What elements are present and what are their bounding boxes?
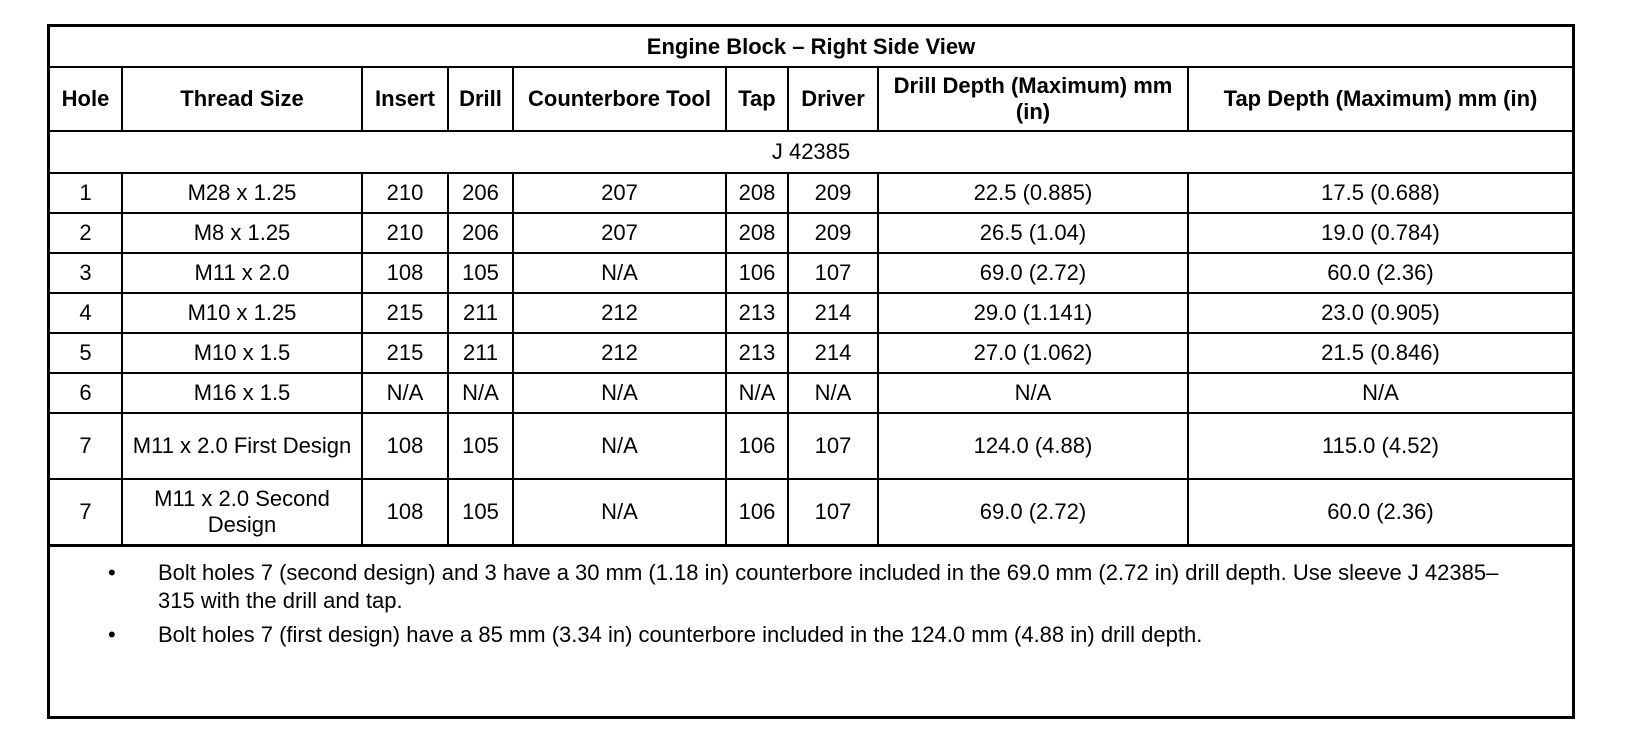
bullet-icon: •: [108, 622, 116, 647]
cell-hole: 6: [50, 373, 122, 413]
cell-driver: 107: [788, 413, 878, 479]
note-text: Bolt holes 7 (second design) and 3 have a 30 mm (1.18 in) counterbore included in the 69.0 mm (2.72 in) drill depth. Use sleeve J 42385–315 with the drill and tap.: [158, 560, 1499, 613]
cell-thread-size: M10 x 1.25: [122, 293, 362, 333]
cell-hole: 4: [50, 293, 122, 333]
table-row: [50, 213, 1572, 253]
cell-drill-depth: 22.5 (0.885): [878, 173, 1188, 213]
notes-list: [50, 547, 1572, 649]
cell-hole: 2: [50, 213, 122, 253]
header-drill: Drill: [448, 67, 513, 131]
title-row: [50, 27, 1572, 67]
cell-counterbore-tool: 212: [513, 293, 726, 333]
cell-counterbore-tool: 207: [513, 173, 726, 213]
note-item: [50, 559, 1572, 615]
cell-insert: N/A: [362, 373, 448, 413]
cell-drill: N/A: [448, 373, 513, 413]
cell-drill-depth: 124.0 (4.88): [878, 413, 1188, 479]
cell-thread-size: M11 x 2.0 First Design: [122, 413, 362, 479]
cell-thread-size: M10 x 1.5: [122, 333, 362, 373]
cell-hole: 3: [50, 253, 122, 293]
cell-tap: 106: [726, 479, 788, 546]
group-row: [50, 131, 1572, 173]
cell-driver: N/A: [788, 373, 878, 413]
header-tap: Tap: [726, 67, 788, 131]
header-driver: Driver: [788, 67, 878, 131]
cell-tap: 106: [726, 413, 788, 479]
cell-drill: 206: [448, 213, 513, 253]
header-insert: Insert: [362, 67, 448, 131]
bullet-icon: •: [108, 560, 116, 585]
cell-tap-depth: 23.0 (0.905): [1188, 293, 1572, 333]
note-item: [50, 621, 1572, 649]
cell-drill: 206: [448, 173, 513, 213]
tool-kit-label: J 42385: [50, 131, 1572, 173]
cell-tap-depth: 21.5 (0.846): [1188, 333, 1572, 373]
cell-insert: 215: [362, 293, 448, 333]
cell-drill: 211: [448, 293, 513, 333]
cell-insert: 108: [362, 479, 448, 546]
spec-table: [50, 27, 1572, 547]
cell-drill: 211: [448, 333, 513, 373]
cell-driver: 107: [788, 253, 878, 293]
cell-drill: 105: [448, 479, 513, 546]
header-counterbore-tool: Counterbore Tool: [513, 67, 726, 131]
cell-drill-depth: 69.0 (2.72): [878, 253, 1188, 293]
cell-hole: 7: [50, 413, 122, 479]
cell-driver: 214: [788, 333, 878, 373]
table-row: [50, 173, 1572, 213]
header-tap-depth: Tap Depth (Maximum) mm (in): [1188, 67, 1572, 131]
cell-drill-depth: 27.0 (1.062): [878, 333, 1188, 373]
table-row: [50, 413, 1572, 479]
table-row: [50, 333, 1572, 373]
cell-tap-depth: 115.0 (4.52): [1188, 413, 1572, 479]
cell-tap: 213: [726, 293, 788, 333]
table-row: [50, 253, 1572, 293]
cell-tap-depth: 19.0 (0.784): [1188, 213, 1572, 253]
cell-thread-size: M11 x 2.0: [122, 253, 362, 293]
table-title: Engine Block – Right Side View: [50, 27, 1572, 67]
cell-driver: 214: [788, 293, 878, 333]
cell-hole: 1: [50, 173, 122, 213]
table-row: [50, 373, 1572, 413]
cell-thread-size: M28 x 1.25: [122, 173, 362, 213]
cell-driver: 107: [788, 479, 878, 546]
cell-tap-depth: N/A: [1188, 373, 1572, 413]
cell-thread-size: M11 x 2.0 Second Design: [122, 479, 362, 546]
header-hole: Hole: [50, 67, 122, 131]
cell-insert: 210: [362, 173, 448, 213]
cell-counterbore-tool: N/A: [513, 373, 726, 413]
cell-driver: 209: [788, 173, 878, 213]
cell-drill: 105: [448, 413, 513, 479]
cell-insert: 108: [362, 253, 448, 293]
spec-table-frame: [47, 24, 1575, 719]
cell-counterbore-tool: N/A: [513, 479, 726, 546]
cell-drill-depth: 26.5 (1.04): [878, 213, 1188, 253]
cell-tap: 213: [726, 333, 788, 373]
cell-drill-depth: 69.0 (2.72): [878, 479, 1188, 546]
cell-tap-depth: 60.0 (2.36): [1188, 253, 1572, 293]
cell-insert: 215: [362, 333, 448, 373]
cell-drill: 105: [448, 253, 513, 293]
cell-counterbore-tool: 212: [513, 333, 726, 373]
cell-tap: 208: [726, 173, 788, 213]
table-row: [50, 293, 1572, 333]
cell-tap: 208: [726, 213, 788, 253]
header-thread-size: Thread Size: [122, 67, 362, 131]
cell-counterbore-tool: N/A: [513, 253, 726, 293]
cell-driver: 209: [788, 213, 878, 253]
cell-thread-size: M16 x 1.5: [122, 373, 362, 413]
cell-tap-depth: 17.5 (0.688): [1188, 173, 1572, 213]
cell-drill-depth: N/A: [878, 373, 1188, 413]
table-row: [50, 479, 1572, 546]
cell-counterbore-tool: 207: [513, 213, 726, 253]
cell-insert: 108: [362, 413, 448, 479]
cell-insert: 210: [362, 213, 448, 253]
cell-drill-depth: 29.0 (1.141): [878, 293, 1188, 333]
cell-tap-depth: 60.0 (2.36): [1188, 479, 1572, 546]
cell-tap: 106: [726, 253, 788, 293]
cell-hole: 7: [50, 479, 122, 546]
header-drill-depth: Drill Depth (Maximum) mm (in): [878, 67, 1188, 131]
cell-tap: N/A: [726, 373, 788, 413]
cell-counterbore-tool: N/A: [513, 413, 726, 479]
cell-thread-size: M8 x 1.25: [122, 213, 362, 253]
note-text: Bolt holes 7 (first design) have a 85 mm (3.34 in) counterbore included in the 124.0 mm (4.88 in) drill depth.: [158, 622, 1203, 647]
header-row: [50, 67, 1572, 131]
cell-hole: 5: [50, 333, 122, 373]
